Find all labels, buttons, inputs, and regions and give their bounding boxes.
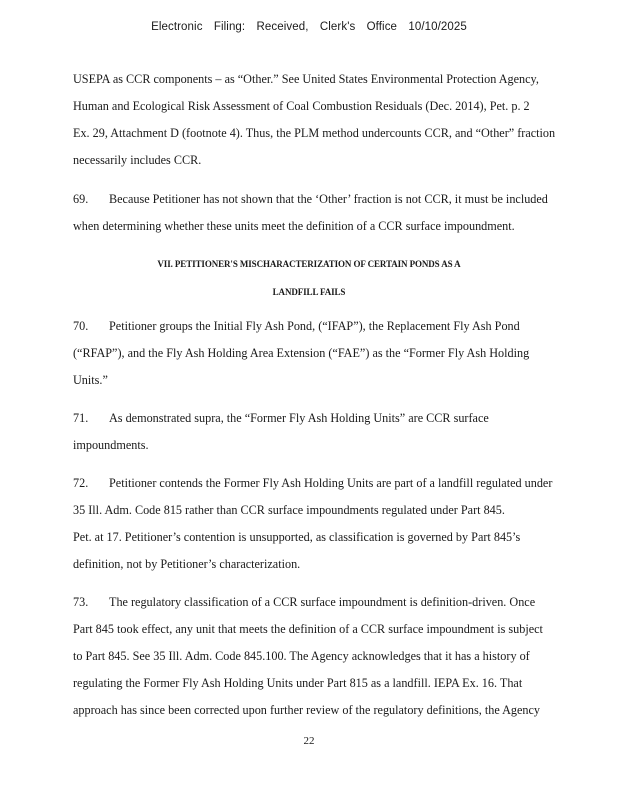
paragraph-continuation bbox=[73, 66, 581, 174]
paragraph-line: Units.” bbox=[73, 373, 108, 387]
paragraph-line: As demonstrated supra, the “Former Fly Ash Holding Units” are CCR surface bbox=[109, 411, 489, 425]
paragraph-line: USEPA as CCR components – as “Other.” See United States Environmental Protection Agency, bbox=[73, 72, 539, 86]
paragraph-number: 69. bbox=[73, 192, 89, 206]
paragraph-line: regulating the Former Fly Ash Holding Units under Part 815 as a landfill. IEPA Ex. 16. That bbox=[73, 676, 523, 690]
section-heading bbox=[0, 250, 618, 306]
paragraph-70 bbox=[73, 313, 581, 394]
paragraph-line: 35 Ill. Adm. Code 815 rather than CCR surface impoundments regulated under Part 845. bbox=[73, 503, 505, 517]
paragraph-line: approach has since been corrected upon further review of the regulatory definitions, the Agency bbox=[73, 703, 541, 717]
paragraph-72 bbox=[73, 470, 581, 578]
paragraph-number: 71. bbox=[73, 411, 89, 425]
paragraph-line: Pet. at 17. Petitioner’s contention is unsupported, as classification is governed by Part 845’s bbox=[73, 530, 521, 544]
paragraph-line: impoundments. bbox=[73, 438, 149, 452]
paragraph-line: Ex. 29, Attachment D (footnote 4). Thus, the PLM method undercounts CCR, and “Other” fraction bbox=[73, 126, 556, 140]
paragraph-line: definition, not by Petitioner’s characterization. bbox=[73, 557, 301, 571]
paragraph-71 bbox=[73, 405, 581, 459]
paragraph-number: 70. bbox=[73, 319, 89, 333]
paragraph-69 bbox=[73, 186, 581, 240]
filing-stamp-header: Electronic Filing: Received, Clerk's Office 10/10/2025 bbox=[151, 21, 467, 33]
paragraph-line: The regulatory classification of a CCR surface impoundment is definition-driven. Once bbox=[109, 595, 536, 609]
paragraph-line: Petitioner groups the Initial Fly Ash Pond, (“IFAP”), the Replacement Fly Ash Pond bbox=[109, 319, 520, 333]
paragraph-number: 72. bbox=[73, 476, 89, 490]
paragraph-line: Because Petitioner has not shown that the ‘Other’ fraction is not CCR, it must be included bbox=[109, 192, 548, 206]
paragraph-line: Petitioner contends the Former Fly Ash Holding Units are part of a landfill regulated under bbox=[109, 476, 553, 490]
paragraph-line: (“RFAP”), and the Fly Ash Holding Area Extension (“FAE”) as the “Former Fly Ash Holding bbox=[73, 346, 530, 360]
paragraph-number: 73. bbox=[73, 595, 89, 609]
page-number: 22 bbox=[303, 735, 315, 747]
paragraph-line: when determining whether these units meet the definition of a CCR surface impoundment. bbox=[73, 219, 515, 233]
paragraph-73 bbox=[73, 589, 581, 724]
paragraph-line: Part 845 took effect, any unit that meets the definition of a CCR surface impoundment is subject bbox=[73, 622, 543, 636]
paragraph-line: necessarily includes CCR. bbox=[73, 153, 202, 167]
paragraph-line: to Part 845. See 35 Ill. Adm. Code 845.100. The Agency acknowledges that it has a history of bbox=[73, 649, 530, 663]
section-heading-line: VII. PETITIONER'S MISCHARACTERIZATION OF CERTAIN PONDS AS A bbox=[157, 259, 461, 269]
section-heading-line: LANDFILL FAILS bbox=[272, 287, 346, 297]
paragraph-line: Human and Ecological Risk Assessment of Coal Combustion Residuals (Dec. 2014), Pet. p. 2 bbox=[73, 99, 530, 113]
